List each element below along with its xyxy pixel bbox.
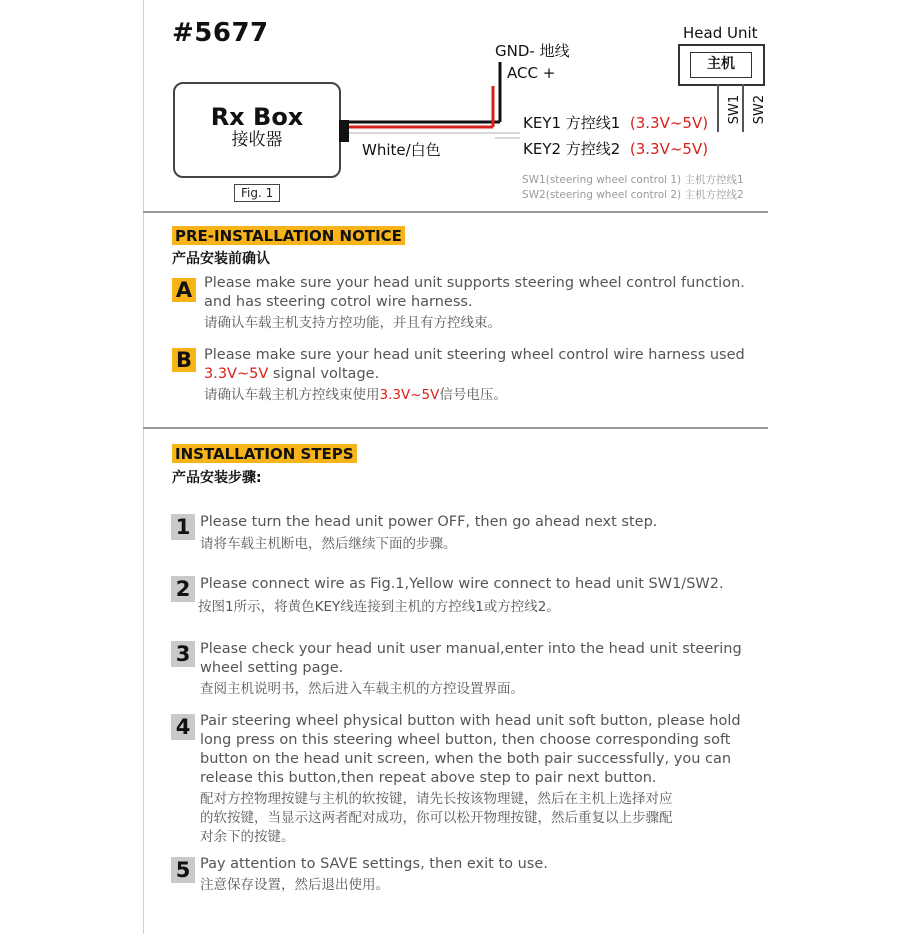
notice-b-line1: Please make sure your head unit steering wheel control wire harness used — [204, 347, 745, 363]
product-code: #5677 — [172, 18, 269, 48]
step-3-line1: Please check your head unit user manual,enter into the head unit steering — [200, 641, 742, 657]
step-5-cn: 注意保存设置，然后退出使用。 — [200, 877, 389, 893]
step-1-cn: 请将车载主机断电，然后继续下面的步骤。 — [200, 536, 457, 552]
notice-a-line1: Please make sure your head unit supports steering wheel control function. — [204, 275, 745, 291]
section-divider-1 — [143, 211, 768, 213]
wiring-diagram — [0, 0, 914, 210]
notice-a-line2: and has steering cotrol wire harness. — [204, 294, 473, 310]
step-4-cn-line3: 对余下的按键。 — [200, 829, 295, 845]
sw2-note: SW2(steering wheel control 2) 主机方控线2 — [522, 189, 744, 201]
figure-label: Fig. 1 — [234, 184, 280, 202]
step-number-2: 2 — [171, 576, 195, 602]
head-unit-label: Head Unit — [683, 24, 758, 42]
sw1-note: SW1(steering wheel control 1) 主机方控线1 — [522, 174, 744, 186]
pre-installation-heading-cn: 产品安装前确认 — [172, 251, 270, 267]
key1-voltage: (3.3V~5V) — [629, 114, 709, 132]
step-4-line3: button on the head unit screen, when the both pair successfully, you can — [200, 751, 732, 767]
head-unit-cn: 主机 — [690, 52, 752, 78]
step-2-line1: Please connect wire as Fig.1,Yellow wire connect to head unit SW1/SW2. — [200, 576, 724, 592]
notice-b-cn-voltage: 3.3V~5V — [379, 387, 440, 403]
key2-text: KEY2 方控线2 — [523, 140, 621, 158]
section-divider-2 — [143, 427, 768, 429]
gnd-label: GND- 地线 — [495, 42, 570, 60]
pre-installation-heading: PRE-INSTALLATION NOTICE — [172, 226, 405, 245]
notice-b-line2-text: signal voltage. — [268, 366, 380, 382]
step-4-cn-line2: 的软按键，当显示这两者配对成功，你可以松开物理按键，然后重复以上步骤配 — [200, 810, 673, 826]
step-number-4: 4 — [171, 714, 195, 740]
step-5-line1: Pay attention to SAVE settings, then exit to use. — [200, 856, 548, 872]
notice-badge-b: B — [172, 348, 196, 372]
step-number-3: 3 — [171, 641, 195, 667]
sw1-wire — [717, 84, 719, 132]
notice-b-cn — [204, 386, 507, 405]
notice-b-voltage: 3.3V~5V — [204, 366, 269, 382]
head-unit-box — [678, 44, 765, 86]
notice-a-cn: 请确认车载主机支持方控功能，并且有方控线束。 — [204, 315, 501, 331]
step-3-cn: 查阅主机说明书，然后进入车载主机的方控设置界面。 — [200, 681, 524, 697]
sw2-label: SW2 — [752, 94, 768, 125]
acc-label: ACC + — [507, 64, 556, 82]
installation-steps-heading-cn: 产品安装步骤: — [172, 470, 262, 486]
key2-voltage: (3.3V~5V) — [629, 140, 709, 158]
step-2-cn: 按图1所示，将黄色KEY线连接到主机的方控线1或方控线2。 — [198, 599, 560, 615]
installation-steps-heading: INSTALLATION STEPS — [172, 444, 357, 463]
key2-label — [523, 138, 708, 159]
step-3-line2: wheel setting page. — [200, 660, 344, 676]
notice-b-cn-post: 信号电压。 — [439, 387, 507, 403]
step-1-line1: Please turn the head unit power OFF, then go ahead next step. — [200, 514, 658, 530]
step-number-1: 1 — [171, 514, 195, 540]
sw1-label: SW1 — [727, 94, 743, 125]
step-4-line1: Pair steering wheel physical button with head unit soft button, please hold — [200, 713, 741, 729]
notice-b-cn-pre: 请确认车载主机方控线束使用 — [204, 387, 380, 403]
key1-text: KEY1 方控线1 — [523, 114, 621, 132]
step-4-line2: long press on this steering wheel button, then choose corresponding soft — [200, 732, 731, 748]
notice-b-line2 — [204, 365, 379, 384]
rx-box-subtitle: 接收器 — [231, 130, 283, 150]
step-4-line4: release this button,then repeat above step to pair next button. — [200, 770, 657, 786]
rx-box-name: Rx Box — [210, 103, 304, 131]
key1-label — [523, 112, 708, 133]
step-4-cn-line1: 配对方控物理按键与主机的软按键，请先长按该物理键，然后在主机上选择对应 — [200, 791, 673, 807]
notice-badge-a: A — [172, 278, 196, 302]
step-number-5: 5 — [171, 857, 195, 883]
sw2-wire — [742, 84, 744, 132]
white-wire-label: White/白色 — [362, 141, 441, 159]
